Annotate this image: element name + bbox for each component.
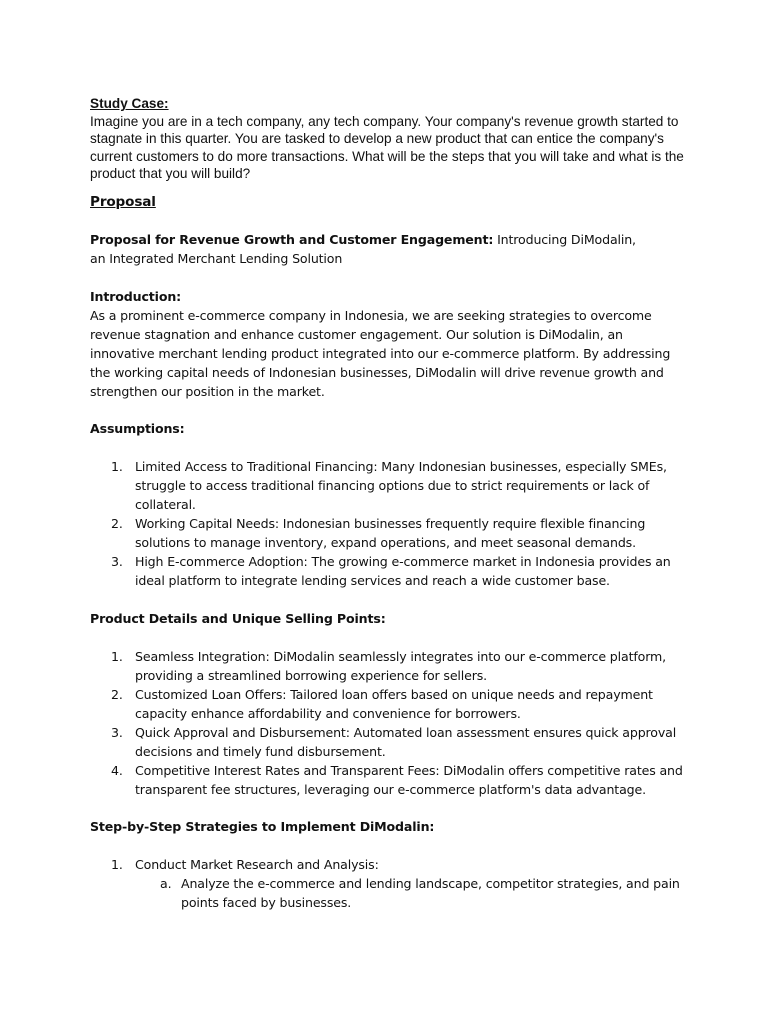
list-number: 1.	[111, 459, 123, 474]
list-item-text: Conduct Market Research and Analysis:	[135, 857, 379, 872]
list-item-text: Limited Access to Traditional Financing: Many Indonesian businesses, especially SMEs, struggle to access traditional financing options due to strict requirements or lack of collateral.	[135, 459, 667, 512]
introduction-text: As a prominent e-commerce company in Indonesia, we are seeking strategies to overcome revenue stagnation and enhance customer engagement. Our solution is DiModalin, an innovative merchant lending product integrated into our e-commerce platform. By addressing the working capital needs of Indonesian businesses, DiModalin will drive revenue growth and strengthen our position in the market.	[90, 308, 671, 399]
list-item	[90, 723, 683, 761]
introduction-heading: Introduction:	[90, 289, 182, 304]
list-item-text: Customized Loan Offers: Tailored loan offers based on unique needs and repayment capacity enhance affordability and convenience for borrowers.	[135, 687, 653, 721]
list-item	[90, 647, 683, 685]
list-item	[90, 685, 683, 723]
list-item-text: Seamless Integration: DiModalin seamlessly integrates into our e-commerce platform, providing a streamlined borrowing experience for sellers.	[135, 649, 666, 683]
strategies-heading: Step-by-Step Strategies to Implement DiModalin:	[90, 819, 435, 834]
assumptions-list	[90, 457, 683, 590]
sub-list-item-text: Analyze the e-commerce and lending landscape, competitor strategies, and pain points faced by businesses.	[181, 876, 680, 910]
assumptions-heading: Assumptions:	[90, 421, 185, 436]
list-item-text: High E-commerce Adoption: The growing e-commerce market in Indonesia provides an ideal platform to integrate lending services and reach a wide customer base.	[135, 554, 671, 588]
proposal-title	[90, 230, 650, 268]
list-item-text: Quick Approval and Disbursement: Automated loan assessment ensures quick approval decisions and timely fund disbursement.	[135, 725, 677, 759]
list-number: 4.	[111, 763, 123, 778]
introduction-section	[90, 287, 680, 401]
list-item	[90, 761, 683, 799]
proposal-title-bold: Proposal for Revenue Growth and Customer Engagement:	[90, 232, 494, 247]
strategies-sublist	[90, 874, 687, 912]
list-number: 3.	[111, 725, 123, 740]
product-details-heading: Product Details and Unique Selling Points:	[90, 611, 386, 626]
study-case-heading: Study Case:	[90, 96, 169, 111]
sub-list-item	[90, 874, 687, 912]
proposal-title-rest: Introducing DiModalin, an Integrated Merchant Lending Solution	[90, 232, 636, 266]
list-item-text: Working Capital Needs: Indonesian businesses frequently require flexible financing solutions to manage inventory, expand operations, and meet seasonal demands.	[135, 516, 646, 550]
study-case-section	[90, 95, 700, 183]
list-number: 1.	[111, 649, 123, 664]
list-number: 2.	[111, 516, 123, 531]
list-item	[90, 514, 683, 552]
list-item	[90, 457, 683, 514]
proposal-heading: Proposal	[90, 194, 156, 210]
list-item-text: Competitive Interest Rates and Transparent Fees: DiModalin offers competitive rates and transparent fee structures, leveraging our e-commerce platform's data advantage.	[135, 763, 683, 797]
list-item	[90, 552, 683, 590]
list-number: 1.	[111, 857, 123, 872]
list-number: 3.	[111, 554, 123, 569]
study-case-text: Imagine you are in a tech company, any tech company. Your company's revenue growth started to stagnate in this quarter. You are tasked to develop a new product that can entice the company's current customers to do more transactions. What will be the steps that you will take and what is the product that you will build?	[90, 113, 684, 182]
product-details-list	[90, 647, 683, 799]
list-number: 2.	[111, 687, 123, 702]
sub-list-letter: a.	[160, 876, 172, 891]
strategies-list	[90, 855, 683, 874]
list-item	[90, 855, 683, 874]
